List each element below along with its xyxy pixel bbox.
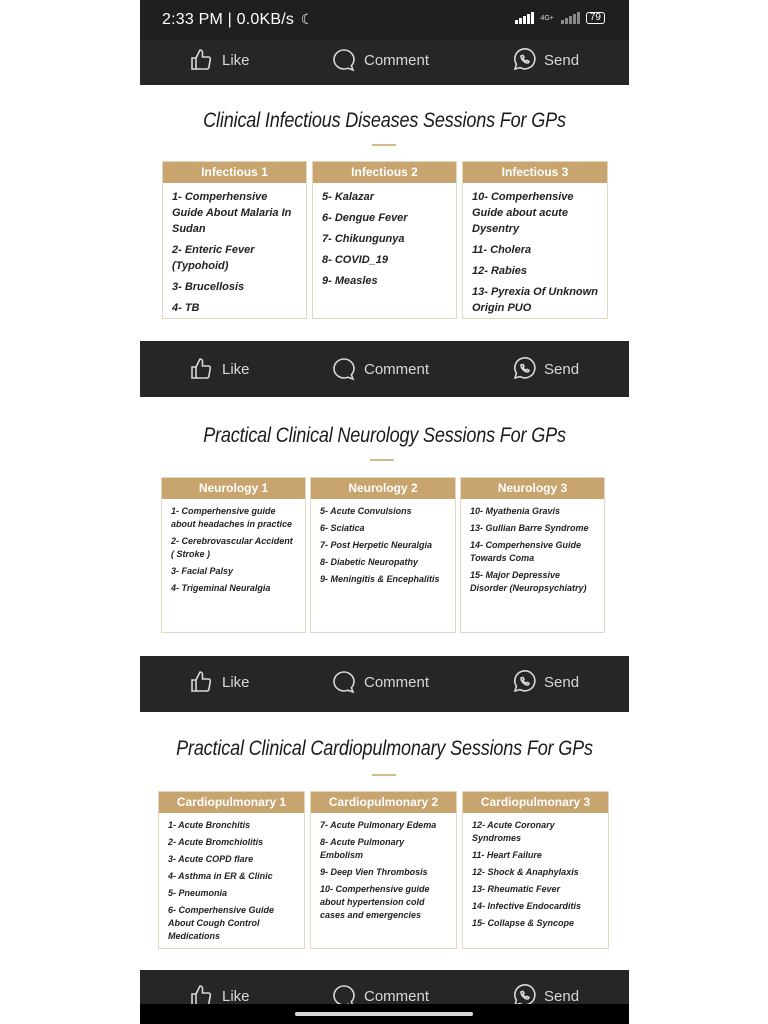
whatsapp-send-icon xyxy=(512,984,536,1004)
list-item: 15- Collapse & Syncope xyxy=(472,918,575,928)
session-list xyxy=(163,183,306,316)
session-list xyxy=(162,499,305,595)
like-label: Like xyxy=(222,987,250,1004)
list-item: 4- Trigeminal Neuralgia xyxy=(171,583,271,593)
comment-button[interactable] xyxy=(332,984,429,1004)
status-indicators xyxy=(515,12,605,24)
status-time xyxy=(162,11,314,29)
list-item: 1- Comperhensive guide about headaches in practice xyxy=(171,506,293,529)
list-item: 11- Cholera xyxy=(472,244,532,256)
send-label: Send xyxy=(544,987,580,1004)
comment-button[interactable] xyxy=(332,670,429,694)
navigation-bar xyxy=(140,1004,629,1024)
comment-label: Comment xyxy=(364,51,430,69)
list-item: 8- COVID_19 xyxy=(322,254,389,266)
thumbs-up-icon xyxy=(190,357,214,381)
list-item: 2- Enteric Fever (Typohoid) xyxy=(172,244,255,272)
cardiopulmonary-sessions-post xyxy=(140,712,629,970)
post-action-bar xyxy=(140,40,629,85)
column-header: Cardiopulmonary 1 xyxy=(159,792,304,813)
list-item: 4- TB xyxy=(172,302,200,314)
send-button[interactable] xyxy=(512,984,579,1004)
session-list xyxy=(159,813,304,943)
title-divider xyxy=(370,459,394,461)
list-item: 3- Brucellosis xyxy=(172,281,245,293)
list-item: 3- Acute COPD flare xyxy=(168,854,254,864)
post-title: Practical Clinical Cardiopulmonary Sessions For GPs xyxy=(176,737,593,760)
column-header: Neurology 2 xyxy=(311,478,455,499)
list-item: 12- Shock & Anaphylaxis xyxy=(472,867,579,877)
like-button[interactable] xyxy=(190,984,250,1004)
list-item: 9- Measles xyxy=(322,275,378,287)
comment-button[interactable] xyxy=(332,357,429,381)
list-item: 6- Dengue Fever xyxy=(322,212,408,224)
comment-bubble-icon xyxy=(332,984,356,1004)
like-label: Like xyxy=(222,51,250,69)
send-button[interactable] xyxy=(512,357,579,381)
battery-icon: 79 xyxy=(586,12,605,24)
list-item: 8- Diabetic Neuropathy xyxy=(320,557,419,567)
send-button[interactable] xyxy=(512,670,579,694)
column-header: Infectious 1 xyxy=(163,162,306,183)
list-item: 5- Kalazar xyxy=(322,191,374,203)
list-item: 13- Gullian Barre Syndrome xyxy=(470,523,589,533)
send-label: Send xyxy=(544,51,580,69)
title-divider xyxy=(372,144,396,146)
session-column xyxy=(162,161,307,319)
like-button[interactable] xyxy=(190,670,250,694)
list-item: 6- Sciatica xyxy=(320,523,365,533)
post-title: Clinical Infectious Diseases Sessions For GPs xyxy=(203,109,566,132)
list-item: 14- Comperhensive Guide Towards Coma xyxy=(470,540,582,563)
session-list xyxy=(313,183,456,289)
send-button[interactable] xyxy=(512,48,579,72)
status-time-text: 2:33 PM | 0.0KB/s xyxy=(162,11,295,28)
status-bar xyxy=(140,0,629,40)
session-list xyxy=(461,499,604,595)
list-item: 8- Acute Pulmonary Embolism xyxy=(320,837,405,860)
session-column xyxy=(310,477,456,633)
list-item: 2- Acute Bromchiolitis xyxy=(168,837,264,847)
thumbs-up-icon xyxy=(190,670,214,694)
list-item: 5- Pneumonia xyxy=(168,888,228,898)
like-label: Like xyxy=(222,360,250,378)
session-column xyxy=(460,477,605,633)
list-item: 7- Acute Pulmonary Edema xyxy=(320,820,437,830)
list-item: 10- Myathenia Gravis xyxy=(470,506,561,516)
list-item: 13- Pyrexia Of Unknown Origin PUO xyxy=(472,286,598,314)
comment-label: Comment xyxy=(364,360,430,378)
column-header: Infectious 3 xyxy=(463,162,607,183)
post-title: Practical Clinical Neurology Sessions For GPs xyxy=(203,424,566,447)
list-item: 4- Asthma in ER & Clinic xyxy=(168,871,273,881)
list-item: 7- Chikungunya xyxy=(322,233,405,245)
network-type-label: 4G+ xyxy=(540,14,554,22)
list-item: 9- Deep Vien Thrombosis xyxy=(320,867,428,877)
post-action-bar xyxy=(140,656,629,712)
comment-bubble-icon xyxy=(332,357,356,381)
list-item: 5- Acute Convulsions xyxy=(320,506,412,516)
home-gesture-handle[interactable] xyxy=(295,1012,473,1016)
post-action-bar xyxy=(140,341,629,397)
session-column xyxy=(462,161,608,319)
column-header: Cardiopulmonary 3 xyxy=(463,792,608,813)
session-list xyxy=(311,813,456,922)
second-signal-icon xyxy=(561,12,580,24)
list-item: 9- Meningitis & Encephalitis xyxy=(320,574,440,584)
list-item: 12- Acute Coronary Syndromes xyxy=(472,820,555,843)
session-column xyxy=(158,791,305,949)
list-item: 3- Facial Palsy xyxy=(171,566,234,576)
column-header: Infectious 2 xyxy=(313,162,456,183)
comment-bubble-icon xyxy=(332,48,356,72)
column-header: Neurology 1 xyxy=(162,478,305,499)
do-not-disturb-icon: ☾ xyxy=(300,11,314,27)
phone-screen xyxy=(140,0,629,1024)
list-item: 1- Acute Bronchitis xyxy=(168,820,251,830)
list-item: 7- Post Herpetic Neuralgia xyxy=(320,540,433,550)
whatsapp-send-icon xyxy=(512,357,536,381)
session-column xyxy=(312,161,457,319)
infectious-sessions-post xyxy=(140,85,629,341)
send-label: Send xyxy=(544,360,580,378)
session-column xyxy=(310,791,457,949)
column-header: Neurology 3 xyxy=(461,478,604,499)
like-label: Like xyxy=(222,673,250,691)
list-item: 11- Heart Failure xyxy=(472,850,542,860)
list-item: 10- Comperhensive guide about hypertension cold cases and emergencies xyxy=(320,884,430,920)
title-divider xyxy=(372,774,396,776)
thumbs-up-icon xyxy=(190,984,214,1004)
list-item: 1- Comperhensive Guide About Malaria In Sudan xyxy=(172,191,292,235)
comment-button[interactable] xyxy=(332,48,429,72)
column-header: Cardiopulmonary 2 xyxy=(311,792,456,813)
like-button[interactable] xyxy=(190,48,250,72)
session-list xyxy=(463,813,608,930)
list-item: 14- Infective Endocarditis xyxy=(472,901,582,911)
whatsapp-send-icon xyxy=(512,670,536,694)
session-column xyxy=(462,791,609,949)
list-item: 6- Comperhensive Guide About Cough Control Medications xyxy=(168,905,275,941)
comment-label: Comment xyxy=(364,673,430,691)
session-list xyxy=(311,499,455,586)
neurology-sessions-post xyxy=(140,397,629,656)
comment-bubble-icon xyxy=(332,670,356,694)
list-item: 15- Major Depressive Disorder (Neuropsychiatry) xyxy=(470,570,587,593)
list-item: 2- Cerebrovascular Accident ( Stroke ) xyxy=(171,536,293,559)
signal-strength-icon xyxy=(515,12,534,24)
list-item: 10- Comperhensive Guide about acute Dysentry xyxy=(472,191,574,235)
comment-label: Comment xyxy=(364,987,430,1004)
list-item: 12- Rabies xyxy=(472,265,528,277)
thumbs-up-icon xyxy=(190,48,214,72)
session-list xyxy=(463,183,607,316)
whatsapp-send-icon xyxy=(512,48,536,72)
post-action-bar xyxy=(140,970,629,1004)
send-label: Send xyxy=(544,673,580,691)
like-button[interactable] xyxy=(190,357,250,381)
session-column xyxy=(161,477,306,633)
list-item: 13- Rheumatic Fever xyxy=(472,884,561,894)
